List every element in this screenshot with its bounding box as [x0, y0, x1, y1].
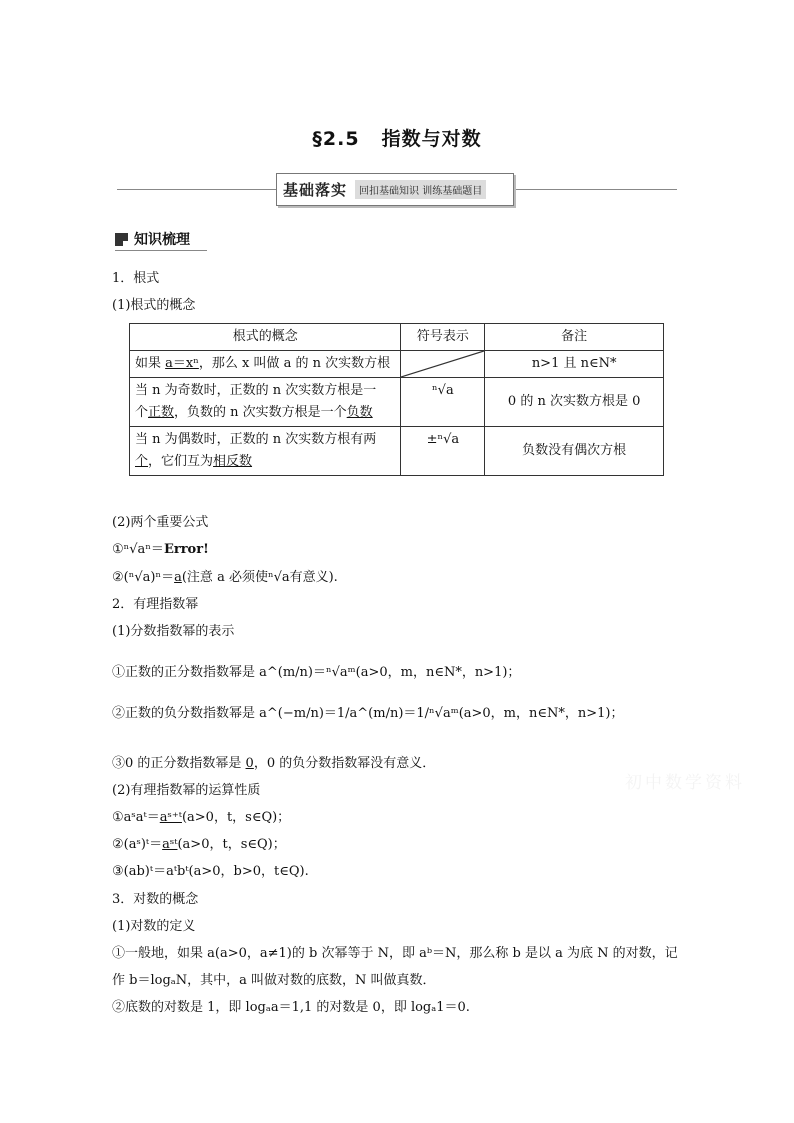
- table-cell-diagonal: [401, 351, 485, 378]
- s3-heading: 3．对数的概念: [112, 892, 199, 907]
- title-name: 指数与对数: [381, 128, 482, 150]
- s2-sub2: (2)有理指数幂的运算性质: [112, 783, 261, 798]
- cell-text: 如果: [135, 356, 166, 371]
- log-def-line-1: ①一般地，如果 a(a>0，a≠1)的 b 次幂等于 N，即 aᵇ＝N，那么称 b 是以 a 为底 N 的对数，记: [112, 946, 678, 961]
- power-prop-3: ③(ab)ᵗ＝aᵗbᵗ(a>0，b>0，t∈Q).: [112, 864, 309, 879]
- answer-text: 正数: [148, 405, 175, 420]
- answer-text: 个: [135, 454, 149, 469]
- s1-heading: 1．根式: [112, 271, 160, 286]
- s1-sub1: (1)根式的概念: [112, 298, 196, 313]
- answer-text: 相反数: [213, 454, 253, 469]
- table-cell: ±ⁿ√a: [401, 427, 485, 476]
- table-cell: [130, 427, 401, 476]
- answer-text: 0: [245, 756, 254, 771]
- power-prop-1: [112, 809, 290, 827]
- cell-text: 个: [135, 405, 149, 420]
- power-prop-2: [112, 836, 286, 854]
- s2-sub1: (1)分数指数幂的表示: [112, 624, 235, 639]
- section-title: 知识梳理: [134, 232, 190, 248]
- table-row: [130, 378, 664, 427]
- page-title: [0, 124, 794, 151]
- table-cell: [130, 351, 401, 378]
- answer-text: a＝xⁿ: [165, 356, 199, 371]
- formula-text: (注意 a 必须使ⁿ√a有意义).: [181, 570, 338, 585]
- s3-sub1: (1)对数的定义: [112, 919, 196, 934]
- table-header: 备注: [485, 324, 664, 351]
- table-header: 根式的概念: [130, 324, 401, 351]
- s1-sub2: (2)两个重要公式: [112, 515, 209, 530]
- power-formula-2: ②正数的负分数指数幂是 a^(−m/n)＝1/a^(m/n)＝1/ⁿ√aᵐ(a>0，m，n∈N*，n>1)；: [112, 706, 624, 721]
- table-cell: [130, 378, 401, 427]
- banner-main: 基础落实: [283, 181, 348, 199]
- formula-2: [112, 569, 338, 587]
- formula-text: ②(ⁿ√a)ⁿ＝: [112, 570, 175, 585]
- square-bullet-icon: [115, 233, 128, 246]
- cell-text: 当 n 为偶数时，正数的 n 次实数方根有两: [135, 432, 377, 447]
- section-head: [115, 229, 190, 249]
- banner-rule-right: [516, 189, 677, 190]
- table-row: [130, 351, 664, 378]
- formula-text: (a>0，t，s∈Q)；: [181, 810, 291, 825]
- error-text: Error!: [163, 542, 209, 557]
- table-row: [130, 427, 664, 476]
- answer-text: aˢ⁺ᵗ: [159, 810, 182, 825]
- formula-text: ，0 的负分数指数幂没有意义．: [253, 756, 436, 771]
- banner: [276, 173, 514, 206]
- formula-text: ①aˢaᵗ＝: [112, 810, 160, 825]
- table-header: 符号表示: [401, 324, 485, 351]
- table-header-row: [130, 324, 664, 351]
- table-cell: n>1 且 n∈N*: [485, 351, 664, 378]
- cell-text: ，它们互为: [148, 454, 214, 469]
- radical-table: [129, 323, 664, 476]
- power-formula-3: [112, 755, 435, 773]
- table-cell: 负数没有偶次方根: [485, 427, 664, 476]
- log-def-2: ②底数的对数是 1，即 logₐa＝1,1 的对数是 0，即 logₐ1＝0.: [112, 1000, 470, 1015]
- formula-1: [112, 541, 209, 559]
- answer-text: a: [174, 570, 182, 585]
- formula-text: (a>0，t，s∈Q)；: [177, 837, 286, 852]
- answer-text: 负数: [346, 405, 373, 420]
- log-def-line-2: 作 b＝logₐN，其中，a 叫做对数的底数，N 叫做真数．: [112, 973, 436, 988]
- formula-text: ①ⁿ√aⁿ＝: [112, 542, 164, 557]
- title-section: §2.5: [312, 128, 360, 150]
- cell-text: 当 n 为奇数时，正数的 n 次实数方根是一: [135, 383, 377, 398]
- section-rule: [115, 250, 207, 251]
- formula-text: ②(aˢ)ᵗ＝: [112, 837, 163, 852]
- table-cell: 0 的 n 次实数方根是 0: [485, 378, 664, 427]
- banner-rule-left: [117, 189, 276, 190]
- s2-heading: 2．有理指数幂: [112, 597, 199, 612]
- banner-sub: 回扣基础知识 训练基础题目: [355, 180, 486, 199]
- formula-text: ③0 的正分数指数幂是: [112, 756, 246, 771]
- answer-text: aˢᵗ: [162, 837, 178, 852]
- diagonal-line-icon: [401, 351, 484, 377]
- cell-text: ，那么 x 叫做 a 的 n 次实数方根: [198, 356, 391, 371]
- power-formula-1: ①正数的正分数指数幂是 a^(m/n)＝ⁿ√aᵐ(a>0，m，n∈N*，n>1)；: [112, 665, 521, 680]
- table-cell: ⁿ√a: [401, 378, 485, 427]
- watermark: 初中数学资料: [625, 773, 745, 793]
- cell-text: ，负数的 n 次实数方根是一个: [174, 405, 347, 420]
